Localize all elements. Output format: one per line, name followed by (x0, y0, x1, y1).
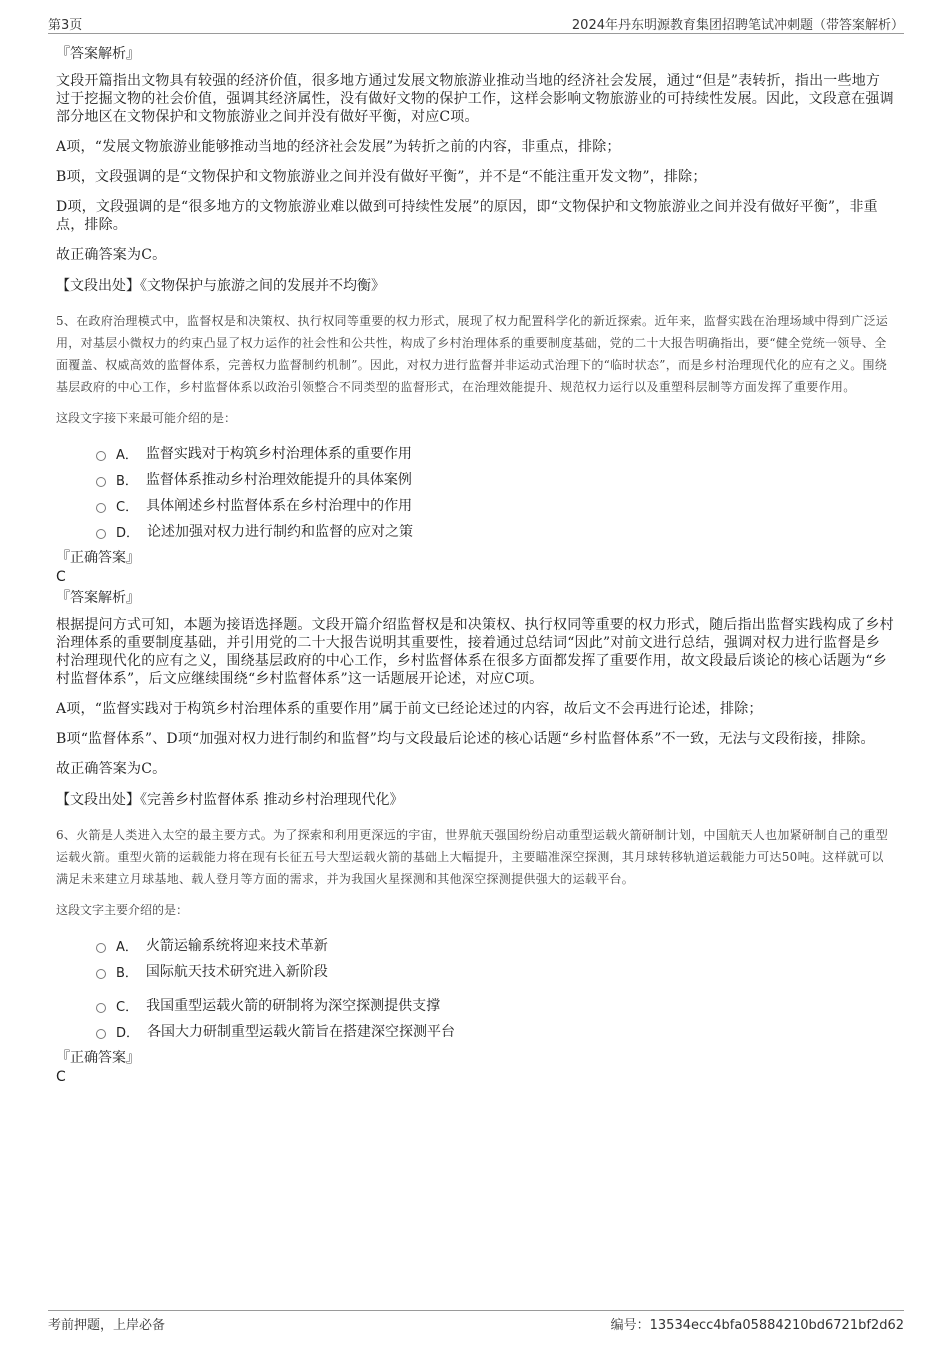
analysis-paragraph: 故正确答案为C。 (56, 761, 167, 777)
radio-button-icon[interactable] (96, 451, 106, 461)
option-a[interactable] (96, 440, 894, 466)
option-a[interactable] (96, 932, 894, 958)
option-b[interactable] (96, 958, 894, 984)
radio-button-icon[interactable] (96, 969, 106, 979)
analysis-paragraph: 故正确答案为C。 (56, 247, 167, 263)
option-spacer (96, 984, 894, 992)
option-letter: C． (116, 499, 139, 515)
option-text: 监督实践对于构筑乡村治理体系的重要作用 (145, 446, 412, 462)
option-letter: B． (116, 473, 138, 489)
analysis-paragraph: A项，“监督实践对于构筑乡村治理体系的重要作用”属于前文已经论述过的内容，故后文不会再进行论述，排除； (56, 701, 763, 717)
document-body (56, 44, 894, 1088)
question-6-prompt: 这段文字主要介绍的是： (56, 903, 189, 917)
radio-button-icon[interactable] (96, 1029, 106, 1039)
option-text: 我国重型运载火箭的研制将为深空探测提供支撑 (146, 998, 441, 1014)
document-code-value: 13534ecc4bfa05884210bd6721bf2d62 (649, 1318, 904, 1333)
document-title: 2024年丹东明源教育集团招聘笔试冲刺题（带答案解析） (571, 18, 904, 33)
document-code-label: 编号： (610, 1318, 650, 1333)
analysis-paragraph: A项，“发展文物旅游业能够推动当地的经济社会发展”为转折之前的内容，非重点，排除； (56, 139, 621, 155)
option-text: 火箭运输系统将迎来技术革新 (145, 938, 328, 954)
radio-button-icon[interactable] (96, 503, 106, 513)
analysis-paragraph: D项，文段强调的是“很多地方的文物旅游业难以做到可持续性发展”的原因，即“文物保护和文物旅游业之间并没有做好平衡”，非重点，排除。 (56, 199, 878, 233)
option-letter: D． (116, 1025, 140, 1041)
analysis-paragraph: 根据提问方式可知，本题为接语选择题。文段开篇介绍监督权是和决策权、执行权同等重要的权力形式，随后指出监督实践构成了乡村治理体系的重要制度基础，并引用党的二十大报告说明其重要性，接着通过总结词“因此”对前文进行总结，强调对权力进行监督是乡村治理现代化的应有之义，围绕基层政府的中心工作，乡村监督体系在很多方面都发挥了重要作用，故文段最后谈论的核心话题为“乡村监督体系”，后文应继续围绕“乡村监督体系”这一话题展开论述，对应C项。 (56, 617, 894, 687)
analysis-paragraph: B项“监督体系”、D项“加强对权力进行制约和监督”均与文段最后论述的核心话题“乡村监督体系”不一致，无法与文段衔接，排除。 (56, 731, 875, 747)
analysis-label: 『答案解析』 (56, 590, 140, 606)
page-footer (48, 1310, 904, 1334)
option-letter: A． (116, 447, 138, 463)
passage-source: 【文段出处】《完善乡村监督体系 推动乡村治理现代化》 (56, 792, 404, 808)
option-text: 具体阐述乡村监督体系在乡村治理中的作用 (146, 498, 413, 514)
radio-button-icon[interactable] (96, 1003, 106, 1013)
analysis-label: 『答案解析』 (56, 46, 140, 62)
option-text: 监督体系推动乡村治理效能提升的具体案例 (145, 472, 412, 488)
analysis-paragraph: B项，文段强调的是“文物保护和文物旅游业之间并没有做好平衡”，并不是“不能注重开发文物”，排除； (56, 169, 707, 185)
option-d[interactable] (96, 1018, 894, 1044)
radio-button-icon[interactable] (96, 529, 106, 539)
option-letter: A． (116, 939, 138, 955)
question-5-text: 5、在政府治理模式中，监督权是和决策权、执行权同等重要的权力形式，展现了权力配置科学化的新近探索。近年来，监督实践在治理场域中得到广泛运用，对基层小微权力的约束凸显了权力运作的社会性和公共性，构成了乡村治理体系的重要制度基础，党的二十大报告明确指出，要“健全党统一领导、全面覆盖、权威高效的监督体系，完善权力监督制约机制”。因此，对权力进行监督并非运动式治理下的“临时状态”，而是乡村治理现代化的应有之义。围绕基层政府的中心工作，乡村监督体系以政治引领整合不同类型的监督形式，在治理效能提升、规范权力运行以及重塑科层制等方面发挥了重要作用。 (56, 314, 889, 394)
correct-answer-label: 『正确答案』 (56, 1050, 140, 1066)
option-letter: C． (116, 999, 139, 1015)
page-number: 第3页 (48, 18, 83, 33)
question-5-options (96, 440, 894, 544)
correct-answer-value: C (56, 569, 66, 585)
correct-answer-value: C (56, 1069, 66, 1085)
question-5-prompt: 这段文字接下来最可能介绍的是： (56, 411, 237, 425)
option-c[interactable] (96, 492, 894, 518)
page-header (48, 14, 904, 34)
question-6-text: 6、火箭是人类进入太空的最主要方式。为了探索和利用更深远的宇宙，世界航天强国纷纷启动重型运载火箭研制计划，中国航天人也加紧研制自己的重型运载火箭。重型火箭的运载能力将在现有长征五号大型运载火箭的基础上大幅提升，主要瞄准深空探测，其月球转移轨道运载能力可达50吨。这样就可以满足未来建立月球基地、载人登月等方面的需求，并为我国火星探测和其他深空探测提供强大的运载平台。 (56, 828, 889, 886)
option-c[interactable] (96, 992, 894, 1018)
option-d[interactable] (96, 518, 894, 544)
option-letter: B． (116, 965, 138, 981)
option-text: 各国大力研制重型运载火箭旨在搭建深空探测平台 (147, 1024, 456, 1040)
option-b[interactable] (96, 466, 894, 492)
footer-slogan: 考前押题，上岸必备 (48, 1318, 166, 1333)
passage-source: 【文段出处】《文物保护与旅游之间的发展并不均衡》 (56, 278, 385, 294)
option-text: 论述加强对权力进行制约和监督的应对之策 (147, 524, 414, 540)
analysis-paragraph: 文段开篇指出文物具有较强的经济价值，很多地方通过发展文物旅游业推动当地的经济社会发展，通过“但是”表转折，指出一些地方过于挖掘文物的社会价值，强调其经济属性，没有做好文物的保护工作，这样会影响文物旅游业的可持续性发展。因此，文段意在强调部分地区在文物保护和文物旅游业之间并没有做好平衡，对应C项。 (56, 73, 894, 125)
radio-button-icon[interactable] (96, 477, 106, 487)
question-6-options (96, 932, 894, 1044)
document-code (611, 1314, 904, 1333)
correct-answer-label: 『正确答案』 (56, 550, 140, 566)
option-text: 国际航天技术研究进入新阶段 (145, 964, 328, 980)
radio-button-icon[interactable] (96, 943, 106, 953)
option-letter: D． (116, 525, 140, 541)
